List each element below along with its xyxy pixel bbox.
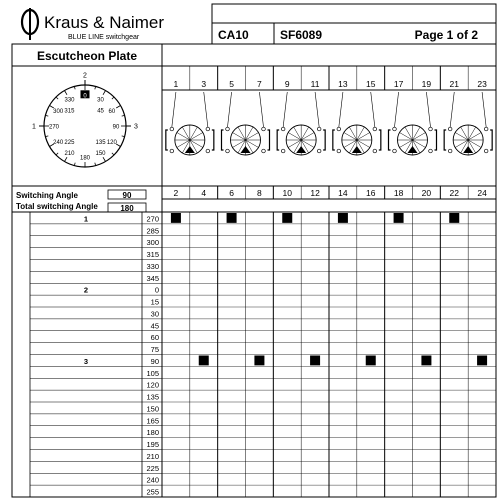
terminal-number-top: 13 (338, 79, 348, 89)
contact-lead (283, 92, 287, 127)
contact-lead (315, 92, 319, 127)
main-frame (12, 44, 496, 497)
contact-terminal (393, 149, 397, 153)
contact-terminal (429, 149, 433, 153)
escutcheon-title: Escutcheon Plate (36, 49, 138, 63)
contact-bracket-left (221, 130, 223, 150)
dial-tick (103, 157, 106, 161)
contact-terminal (337, 127, 341, 131)
terminal-number-bottom: 8 (257, 188, 262, 198)
contact-bracket-right (490, 130, 492, 150)
row-angle: 255 (146, 487, 159, 497)
contact-bracket-left (277, 130, 279, 150)
closed-contact-mark (282, 213, 292, 223)
contact-bracket-right (212, 130, 214, 150)
dial-tick (56, 153, 58, 155)
terminal-number-top: 1 (173, 79, 179, 89)
dial-label: 225 (64, 139, 75, 146)
closed-contact-mark (421, 356, 431, 366)
dial-tick (65, 90, 68, 94)
row-angle: 105 (146, 368, 159, 378)
dial-label: 30 (97, 97, 104, 104)
dial-tick (112, 153, 114, 155)
contact-terminal (484, 127, 488, 131)
row-angle: 15 (150, 297, 159, 307)
contact-bracket-left (333, 130, 335, 150)
terminal-number-top: 23 (477, 79, 487, 89)
contact-bracket-right (434, 130, 436, 150)
contact-symbol (166, 92, 214, 155)
closed-contact-mark (199, 356, 209, 366)
dial-label: 90 (112, 124, 120, 131)
dial-label: 240 (53, 139, 64, 146)
contact-lead (482, 92, 486, 127)
contact-lead (426, 92, 430, 127)
row-angle: 270 (146, 214, 159, 224)
escutcheon-dial (44, 85, 126, 167)
row-angle: 75 (150, 345, 159, 354)
switching-table-row-labels (84, 214, 159, 496)
contact-bracket-left (388, 130, 390, 150)
contact-terminal (317, 127, 321, 131)
terminal-number-bottom: 24 (477, 188, 487, 198)
model-code: CA10 (218, 28, 249, 42)
contact-lead (172, 92, 176, 127)
position-marker-label: 2 (83, 72, 87, 80)
dial-tick (56, 97, 58, 99)
contact-terminal (262, 149, 266, 153)
terminal-number-bottom: 20 (421, 188, 432, 198)
terminal-number-top: 9 (284, 79, 290, 89)
row-angle: 210 (146, 451, 159, 461)
terminal-number-bottom: 16 (366, 188, 376, 198)
dial-label: 60 (108, 108, 116, 115)
closed-contact-mark (477, 356, 487, 366)
total-switching-angle-value: 180 (120, 204, 134, 213)
closed-contact-mark (366, 356, 376, 366)
brand-subtitle: BLUE LINE switchgear (68, 34, 140, 41)
terminal-number-bottom: 10 (282, 188, 292, 198)
contact-bracket-left (166, 130, 168, 150)
row-angle: 315 (146, 250, 159, 259)
position-marker-label: 3 (134, 123, 138, 131)
row-angle: 345 (146, 273, 159, 283)
row-angle: 285 (146, 226, 159, 236)
contact-lead (371, 92, 375, 127)
terminal-number-top: 5 (229, 79, 234, 89)
row-angle: 30 (150, 309, 159, 319)
dial-position-labels (32, 73, 138, 131)
brand-name: Kraus & Naimer (44, 13, 164, 32)
switching-angle-value: 90 (122, 191, 132, 200)
contact-bracket-right (267, 130, 269, 150)
contact-bracket-right (379, 130, 381, 150)
contact-bracket-right (323, 130, 325, 150)
dial-tick (116, 106, 120, 109)
terminal-number-bottom: 14 (338, 188, 348, 198)
terminal-number-top: 21 (449, 79, 459, 89)
contact-terminal (170, 149, 174, 153)
row-angle: 300 (146, 238, 159, 248)
contact-symbols (166, 92, 492, 155)
terminal-number-top: 17 (393, 79, 404, 89)
row-angle: 195 (146, 440, 159, 449)
dial-tick (49, 106, 53, 109)
contact-lead (259, 92, 263, 127)
contact-bridge (296, 146, 306, 153)
terminal-number-top: 19 (421, 79, 432, 89)
contact-terminal (281, 127, 285, 131)
contact-bridge (407, 146, 417, 153)
contact-symbol (221, 92, 269, 155)
contact-terminal (262, 127, 266, 131)
contact-lead (450, 92, 454, 127)
dial-tick (112, 97, 114, 99)
contact-terminal (226, 127, 230, 131)
contact-lead (394, 92, 398, 127)
contact-terminal (226, 149, 230, 153)
terminal-number-bottom: 4 (201, 188, 207, 198)
contact-terminal (170, 127, 174, 131)
terminal-number-top: 11 (310, 79, 320, 89)
terminal-number-bottom: 12 (310, 188, 320, 198)
contact-symbol (444, 92, 492, 155)
terminal-number-top: 3 (201, 79, 207, 89)
page-indicator: Page 1 of 2 (414, 28, 478, 42)
kraus-naimer-logo (22, 8, 38, 40)
row-angle: 180 (146, 428, 159, 438)
contact-terminal (448, 127, 452, 131)
terminal-number-bottom: 22 (449, 188, 459, 198)
dial-label: 180 (79, 155, 91, 162)
closed-contact-mark (310, 356, 320, 366)
contact-symbol (388, 92, 436, 155)
row-angle: 135 (146, 392, 159, 402)
contact-bridge (185, 146, 195, 153)
dial-label: 45 (97, 108, 104, 115)
row-angle: 45 (150, 321, 159, 331)
dial-label: 150 (95, 151, 106, 158)
row-angle: 240 (146, 475, 159, 485)
row-angle: 60 (150, 333, 159, 343)
row-angle: 0 (154, 285, 159, 295)
row-angle: 330 (146, 261, 159, 271)
contact-bridge (352, 146, 362, 153)
contact-terminal (317, 149, 321, 153)
row-angle: 165 (146, 416, 159, 426)
dial-label: 120 (106, 139, 117, 146)
dial-label: 330 (64, 97, 75, 104)
row-position: 2 (83, 285, 89, 295)
terminal-numbers (174, 79, 488, 198)
closed-contact-mark (254, 356, 264, 366)
contact-terminal (393, 127, 397, 131)
terminal-number-top: 7 (257, 79, 262, 89)
terminal-number-bottom: 6 (229, 188, 234, 198)
dial-tick (65, 157, 68, 161)
contact-lead (227, 92, 231, 127)
dial-label: 210 (64, 151, 75, 158)
dial-tick (103, 90, 106, 94)
contact-symbol (277, 92, 325, 155)
contact-terminal (484, 149, 488, 153)
contact-terminal (206, 127, 210, 131)
row-angle: 90 (150, 356, 159, 366)
terminal-number-bottom: 2 (173, 188, 179, 198)
contact-bridge (240, 146, 250, 153)
contact-terminal (281, 149, 285, 153)
dial-label: 0 (83, 93, 87, 100)
row-angle: 225 (146, 463, 159, 473)
contact-terminal (373, 149, 377, 153)
row-angle: 120 (146, 380, 159, 390)
contact-lead (204, 92, 208, 127)
diagram-number: SF6089 (280, 28, 323, 42)
contact-symbol (333, 92, 381, 155)
terminal-number-top: 15 (366, 79, 376, 89)
contact-terminal (337, 149, 341, 153)
contact-bracket-left (444, 130, 446, 150)
contact-terminal (429, 127, 433, 131)
total-switching-angle-label: Total switching Angle (16, 202, 98, 211)
contact-terminal (373, 127, 377, 131)
closed-contact-mark (394, 213, 404, 223)
dial-label: 315 (64, 108, 75, 115)
contact-lead (339, 92, 343, 127)
dial-label: 135 (95, 139, 106, 146)
closed-contact-mark (449, 213, 459, 223)
contact-terminal (206, 149, 210, 153)
position-marker-label: 1 (32, 123, 36, 131)
terminal-number-bottom: 18 (393, 188, 404, 198)
row-position: 1 (83, 214, 89, 224)
closed-contact-mark (171, 213, 181, 223)
closed-contact-mark (338, 213, 348, 223)
dial-label: 270 (48, 124, 60, 131)
contact-terminal (448, 149, 452, 153)
dial-label: 300 (53, 108, 64, 115)
row-position: 3 (83, 356, 89, 366)
contact-bridge (463, 146, 473, 153)
row-angle: 150 (146, 404, 159, 414)
closed-contact-mark (227, 213, 237, 223)
switching-angle-label: Switching Angle (16, 191, 78, 200)
